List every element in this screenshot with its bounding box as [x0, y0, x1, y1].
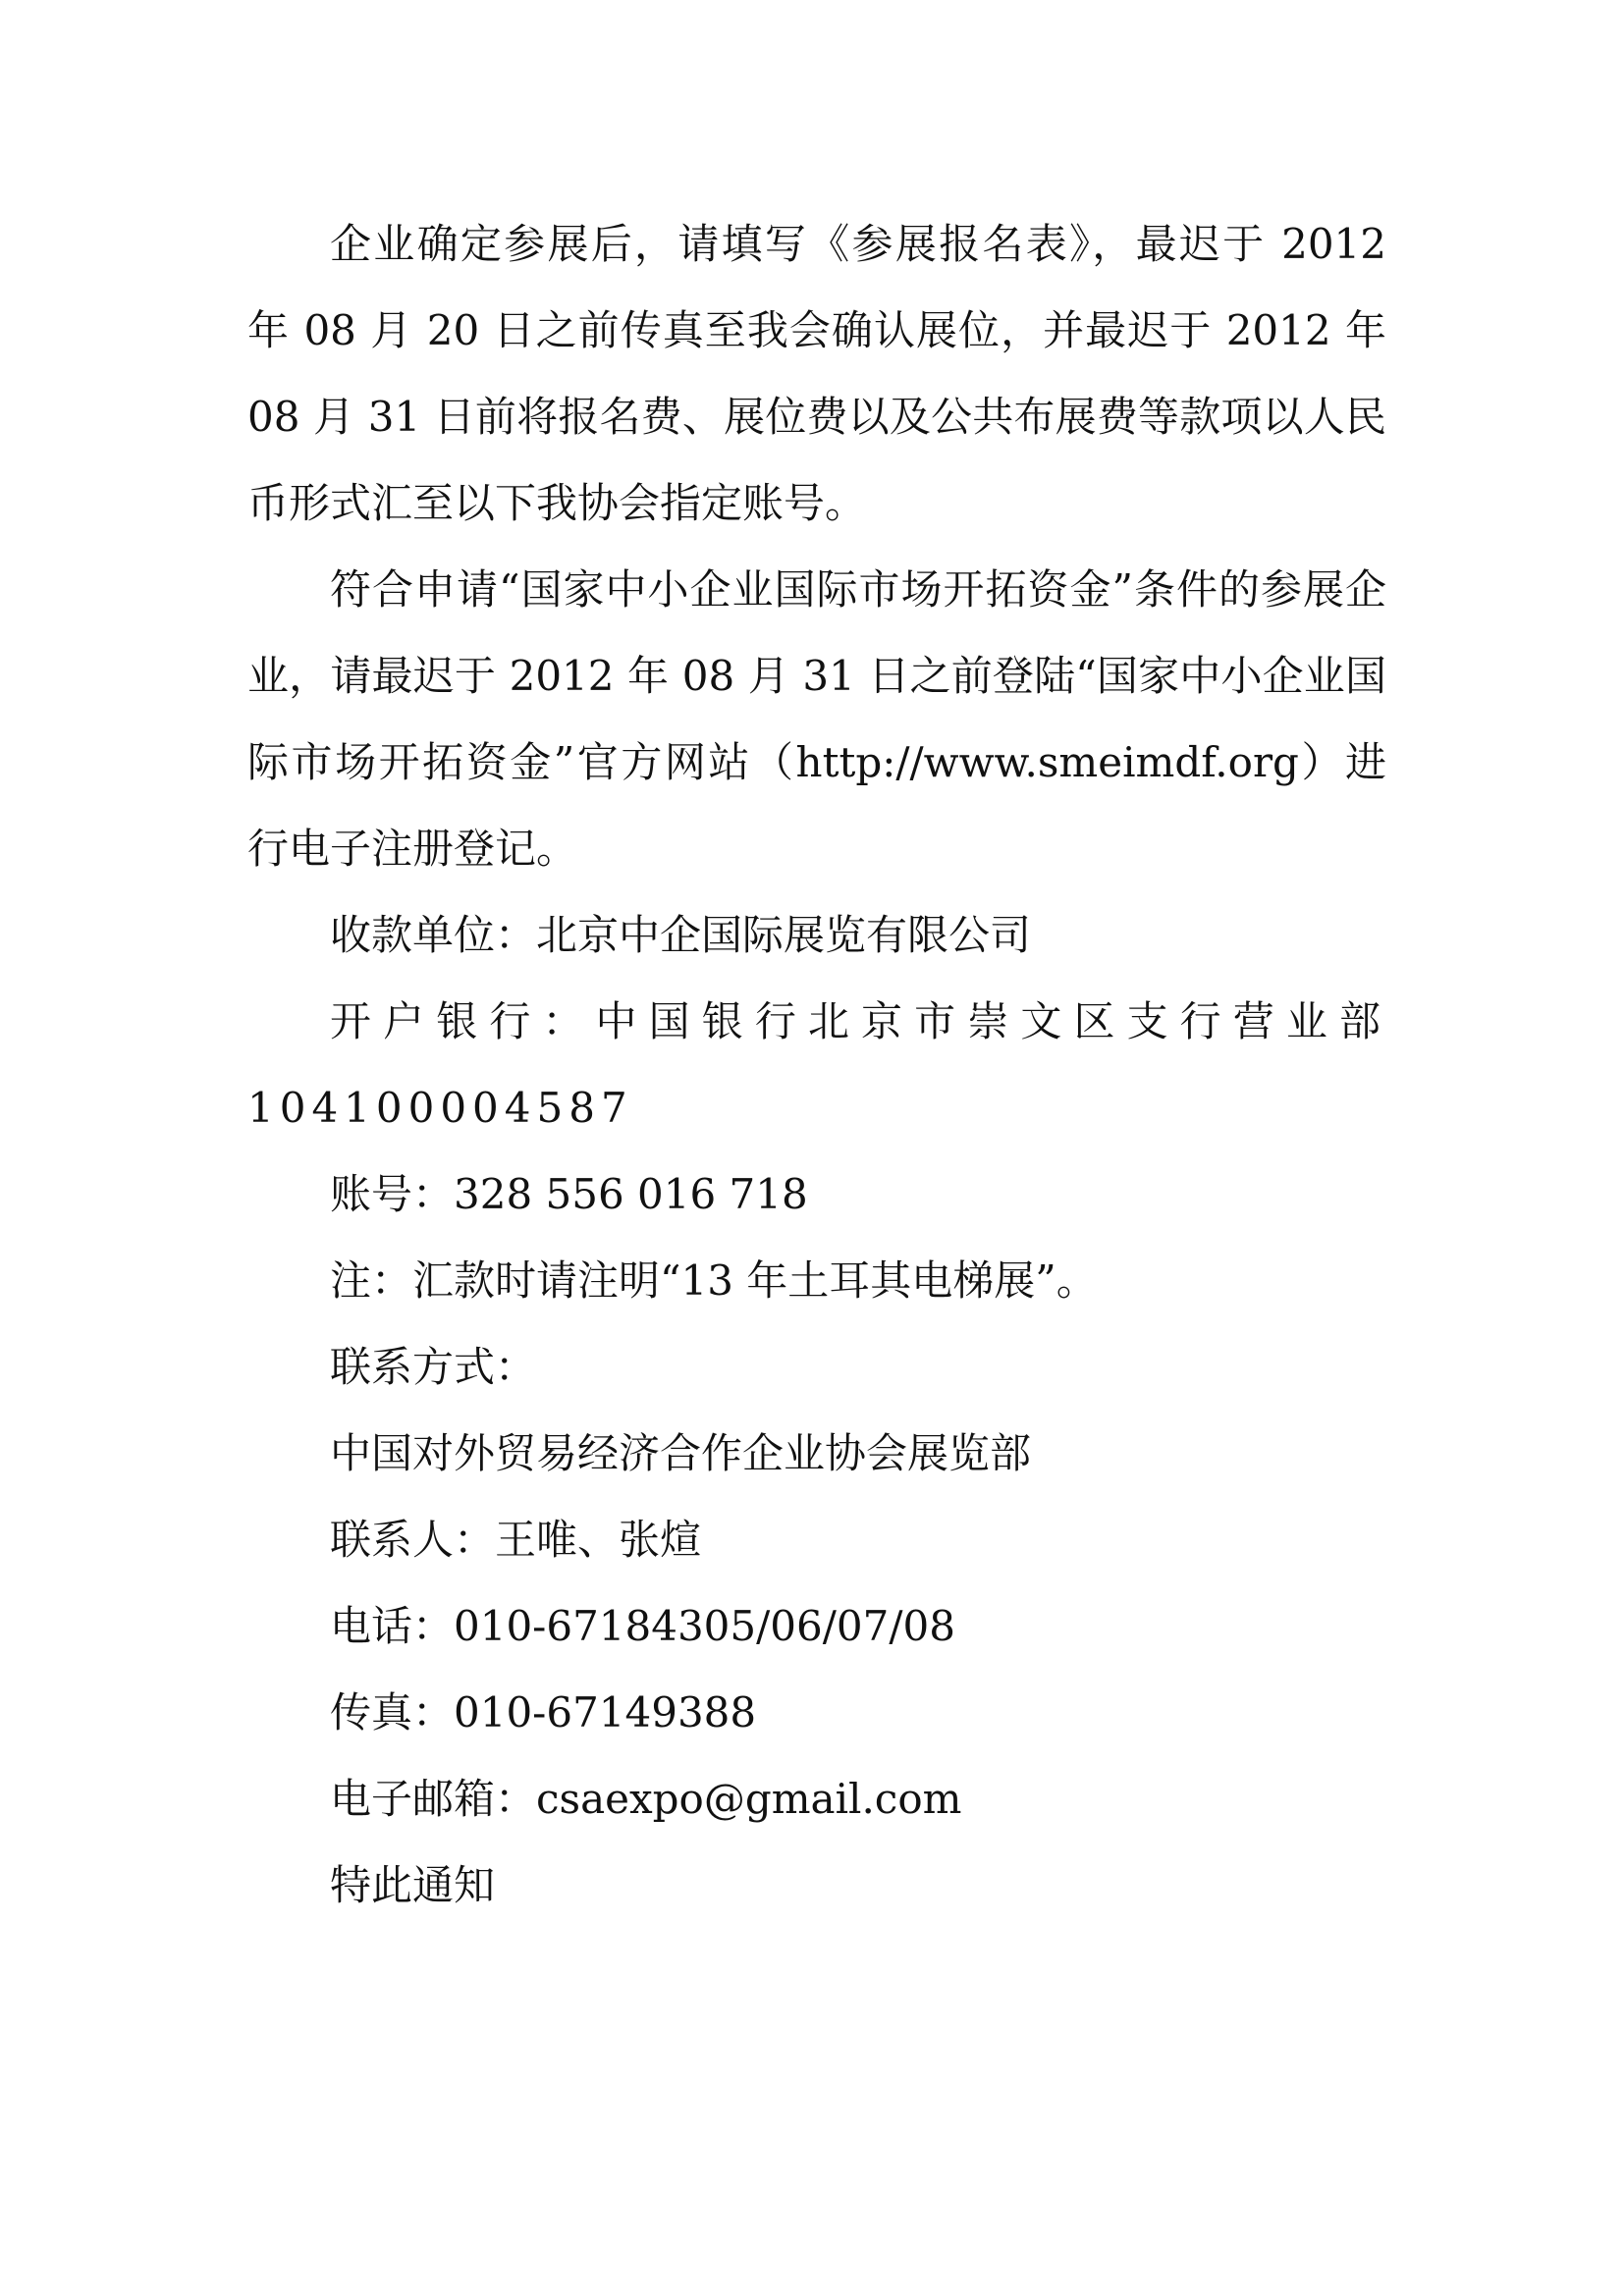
- payee-line: 收款单位：北京中企国际展览有限公司: [330, 911, 1032, 959]
- fund-paragraph: 符合申请“国家中小企业国际市场开拓资金”条件的参展企业，请最迟于 2012 年 08 月 31 日之前登陆“国家中小企业国际市场开拓资金”官方网站（http://www.smeimdf.org）进行电子注册登记。: [247, 565, 1386, 873]
- organization-line: 中国对外贸易经济合作企业协会展览部: [330, 1429, 1032, 1477]
- registration-paragraph: 企业确定参展后，请填写《参展报名表》，最迟于 2012 年 08 月 20 日之前传真至我会确认展位，并最迟于 2012 年 08 月 31 日前将报名费、展位费以及公共布展费等款项以人民币形式汇至以下我协会指定账号。: [247, 220, 1386, 527]
- fax-line: 传真：010-67149388: [330, 1688, 757, 1736]
- document-body: [247, 201, 1386, 1929]
- email-line: 电子邮箱：csaexpo@gmail.com: [330, 1775, 962, 1823]
- account-line: 账号：328 556 016 718: [330, 1170, 808, 1218]
- phone-line: 电话：010-67184305/06/07/08: [330, 1602, 955, 1650]
- note-line: 注：汇款时请注明“13 年土耳其电梯展”。: [330, 1256, 1098, 1305]
- contact-heading: 联系方式：: [330, 1343, 537, 1391]
- bank-line: 开户银行：中国银行北京市崇文区支行营业部 104100004587: [247, 997, 1386, 1132]
- contact-person-line: 联系人：王唯、张煊: [330, 1516, 702, 1564]
- closing-line: 特此通知: [330, 1861, 496, 1909]
